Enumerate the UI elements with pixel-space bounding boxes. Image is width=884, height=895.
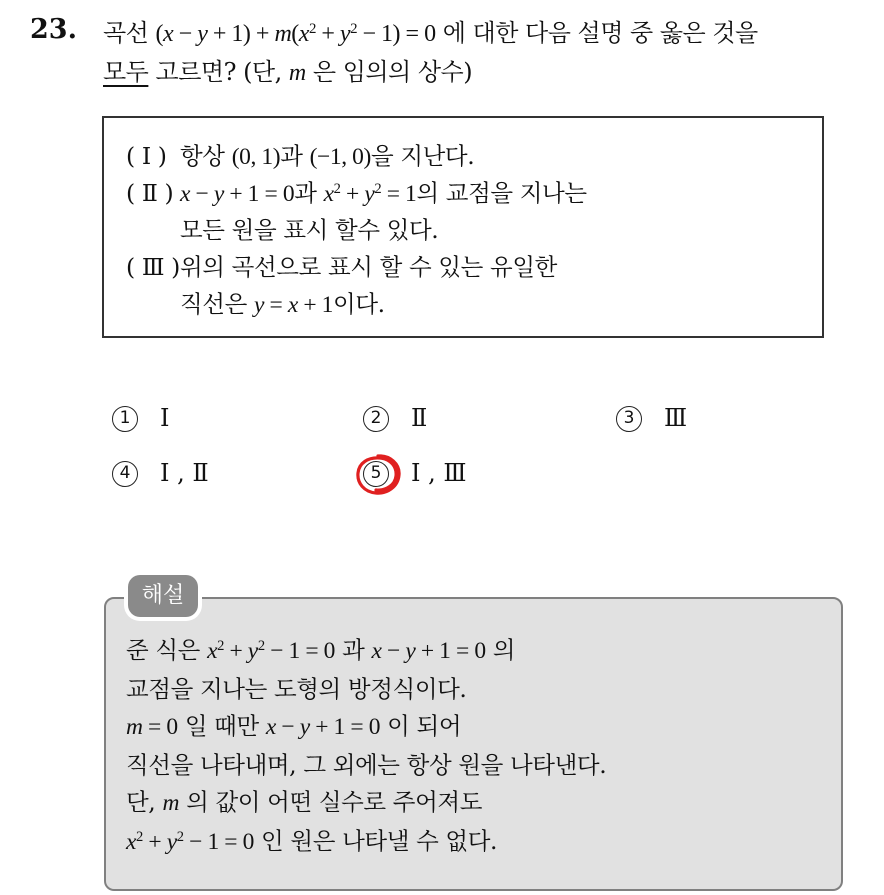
- underlined-word: 모두: [103, 58, 149, 86]
- choice-2[interactable]: 2 Ⅱ: [363, 404, 427, 432]
- solution-line-4: 직선을 나타내며, 그 외에는 항상 원을 나타낸다.: [126, 750, 607, 779]
- solution-line-6: $x^2 + y^2 - 1 = 0$ 인 원은 나타낼 수 없다.: [126, 826, 498, 855]
- solution-line-5: 단, m 의 값이 어떤 실수로 주어져도: [126, 788, 483, 816]
- answer-mark-icon: [354, 452, 404, 498]
- choice-3[interactable]: 3 Ⅲ: [616, 404, 687, 432]
- curve-equation: $(x - y + 1) + m(x^2 + y^2 - 1) = 0$: [155, 20, 436, 47]
- solution-line-3: m = 0 일 때만 x − y + 1 = 0 이 되어: [126, 712, 462, 740]
- statement-box: [102, 116, 824, 338]
- solution-line-2: 교점을 지나는 도형의 방정식이다.: [126, 674, 467, 703]
- solution-tag: 해설: [128, 575, 198, 617]
- statement-2-cont: 모든 원을 표시 할수 있다.: [180, 216, 439, 244]
- choice-number-2: 2: [363, 406, 389, 432]
- choice-1[interactable]: 1 Ⅰ: [112, 404, 169, 432]
- statement-3-cont: 직선은 y = x + 1이다.: [180, 290, 385, 318]
- question-text: [103, 14, 873, 92]
- choice-number-4: 4: [112, 461, 138, 487]
- statement-2: ( Ⅱ ) x − y + 1 = 0과 $x^2 + y^2 = 1$의 교점을 지나는: [126, 179, 587, 207]
- choice-4[interactable]: 4 Ⅰ , Ⅱ: [112, 459, 209, 487]
- question-line-1: 곡선 $(x - y + 1) + m(x^2 + y^2 - 1) = 0$ 에 대한 다음 설명 중 옳은 것을: [103, 19, 758, 47]
- statement-3: ( Ⅲ )위의 곡선으로 표시 할 수 있는 유일한: [126, 253, 557, 281]
- solution-text: [126, 632, 836, 861]
- statement-1: ( Ⅰ ) 항상 (0, 1)과 (−1, 0)을 지난다.: [126, 142, 475, 170]
- question-line-2: 모두 고르면? (단, m 은 임의의 상수): [103, 58, 473, 86]
- solution-line-1: 준 식은 $x^2 + y^2 - 1 = 0$ 과 x − y + 1 = 0 의: [126, 636, 516, 664]
- question-number: 23.: [30, 14, 77, 45]
- choice-5[interactable]: 5 Ⅰ , Ⅲ: [363, 459, 467, 487]
- choice-number-3: 3: [616, 406, 642, 432]
- choice-number-5: 5: [363, 461, 389, 487]
- choice-number-1: 1: [112, 406, 138, 432]
